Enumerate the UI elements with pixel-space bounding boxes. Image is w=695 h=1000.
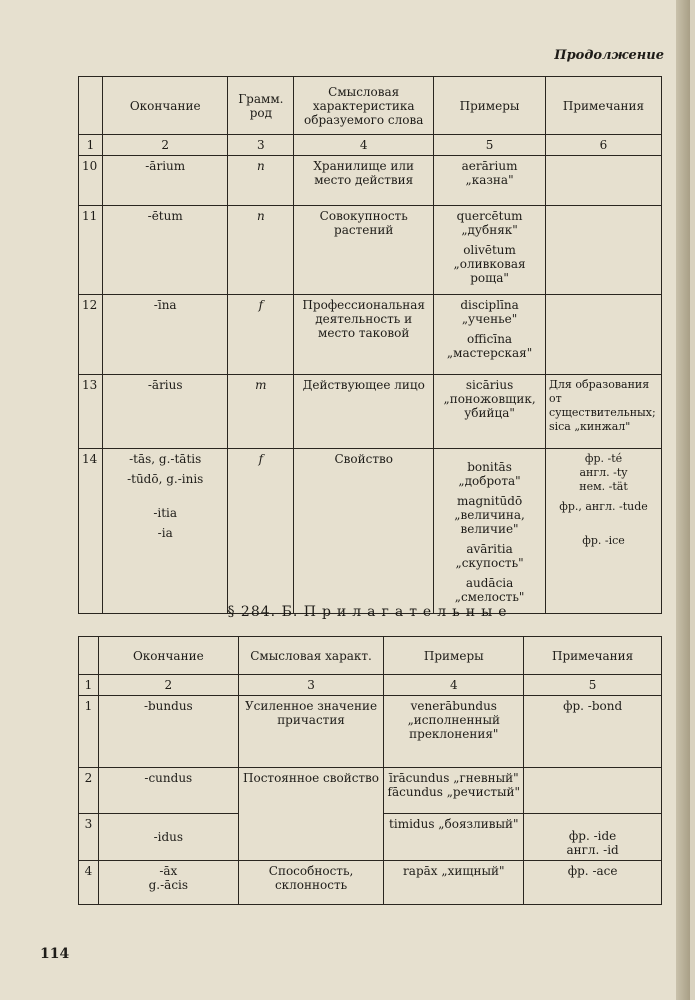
table-row xyxy=(79,696,662,768)
meaning-cell: Постоянное свойство xyxy=(238,768,384,861)
note-cell: Для образования от существительных; sica „кинжал" xyxy=(545,375,661,449)
note-cell: фр. -bond xyxy=(524,696,662,768)
gender-cell: f xyxy=(228,295,294,375)
example-cell: rapāx „хищный" xyxy=(384,861,524,905)
example-cell xyxy=(434,295,546,375)
column-number: 3 xyxy=(238,675,384,696)
note-text: фр., англ. -tude xyxy=(559,500,648,513)
column-number: 4 xyxy=(384,675,524,696)
meaning-cell: Действующее лицо xyxy=(294,375,434,449)
row-number: 10 xyxy=(79,156,103,206)
suffix-cell xyxy=(98,861,238,905)
note-text: нем. -tät xyxy=(579,480,628,493)
table-row xyxy=(79,295,662,375)
table-row xyxy=(79,861,662,905)
example-text: bonitās „доброта" xyxy=(458,460,521,488)
note-cell xyxy=(545,449,661,614)
section-title: Прилагательные xyxy=(303,604,513,620)
section-number: § 284. xyxy=(227,604,277,620)
example-cell xyxy=(384,768,524,814)
gender-cell: n xyxy=(228,206,294,295)
meaning-cell: Свойство xyxy=(294,449,434,614)
column-number: 3 xyxy=(228,135,294,156)
column-header: Окончание xyxy=(98,637,238,675)
row-number: 2 xyxy=(79,768,99,814)
suffix-text: g.-ācis xyxy=(148,878,189,892)
column-number: 1 xyxy=(79,675,99,696)
column-number: 5 xyxy=(524,675,662,696)
suffix-cell: -idus xyxy=(98,814,238,861)
continued-heading: Продолжение xyxy=(554,48,664,63)
column-number: 4 xyxy=(294,135,434,156)
example-text: īrācundus „гневный" xyxy=(388,771,519,785)
meaning-cell: Усиленное значение причастия xyxy=(238,696,384,768)
example-text: fācundus „речистый" xyxy=(387,785,521,799)
suffix-cell: -ētum xyxy=(102,206,227,295)
example-cell: aerārium „казна" xyxy=(434,156,546,206)
suffix-text: -tūdō, g.-inis xyxy=(127,472,204,486)
suffix-text: -tās, g.-tātis xyxy=(129,452,202,466)
column-header: Грамм. род xyxy=(228,77,294,135)
note-text: англ. -ty xyxy=(579,466,628,479)
example-cell: sicārius „поножовщик, убийца" xyxy=(434,375,546,449)
column-header: Окончание xyxy=(102,77,227,135)
table-row xyxy=(79,375,662,449)
meaning-cell: Профессиональная деятельность и место таковой xyxy=(294,295,434,375)
suffix-cell xyxy=(102,449,227,614)
table-row xyxy=(79,206,662,295)
column-header: Примечания xyxy=(524,637,662,675)
column-number: 2 xyxy=(98,675,238,696)
column-number: 2 xyxy=(102,135,227,156)
column-header: Примечания xyxy=(545,77,661,135)
meaning-cell: Способность, склонность xyxy=(238,861,384,905)
row-number: 3 xyxy=(79,814,99,861)
section-heading xyxy=(78,604,662,620)
column-number: 5 xyxy=(434,135,546,156)
suffix-cell: -ārium xyxy=(102,156,227,206)
row-number: 13 xyxy=(79,375,103,449)
note-text: фр. -ice xyxy=(582,534,625,547)
row-number: 1 xyxy=(79,696,99,768)
example-cell xyxy=(434,449,546,614)
example-cell: venerābundus „исполненный преклонения" xyxy=(384,696,524,768)
section-letter: Б. xyxy=(281,604,299,620)
suffix-cell: -ārius xyxy=(102,375,227,449)
suffix-text: -āx xyxy=(159,864,178,878)
suffix-text: -itia xyxy=(153,506,178,520)
suffix-cell: -cundus xyxy=(98,768,238,814)
example-text: disciplīna „ученье" xyxy=(460,298,519,326)
table-header-row xyxy=(79,637,662,675)
table-row xyxy=(79,768,662,814)
table-row xyxy=(79,156,662,206)
note-cell xyxy=(524,814,662,861)
table-header-row xyxy=(79,77,662,135)
example-text: officīna „мастерская" xyxy=(446,332,533,360)
gender-cell: m xyxy=(228,375,294,449)
example-cell xyxy=(434,206,546,295)
column-number-row xyxy=(79,135,662,156)
column-header: Смысловая характ. xyxy=(238,637,384,675)
example-text: olivētum „оливковая роща" xyxy=(453,243,526,285)
page-edge xyxy=(676,0,690,1000)
suffix-cell: -īna xyxy=(102,295,227,375)
suffix-text: -ia xyxy=(157,526,173,540)
row-number: 14 xyxy=(79,449,103,614)
note-text: фр. -té xyxy=(584,452,623,465)
row-number: 4 xyxy=(79,861,99,905)
note-text: фр. -ide xyxy=(568,829,617,843)
table-row xyxy=(79,449,662,614)
example-text: avāritia „скупость" xyxy=(455,542,524,570)
column-number: 6 xyxy=(545,135,661,156)
note-text: англ. -id xyxy=(566,843,619,857)
example-text: audācia „смелость" xyxy=(454,576,525,604)
column-number-row xyxy=(79,675,662,696)
suffix-table-nouns xyxy=(78,76,662,614)
gender-cell: n xyxy=(228,156,294,206)
page-number: 114 xyxy=(40,946,70,962)
suffix-table-adjectives xyxy=(78,636,662,905)
note-cell: фр. -ace xyxy=(524,861,662,905)
column-header: Примеры xyxy=(434,77,546,135)
row-number: 12 xyxy=(79,295,103,375)
column-number: 1 xyxy=(79,135,103,156)
example-cell: timidus „боязливый" xyxy=(384,814,524,861)
meaning-cell: Хранилище или место действия xyxy=(294,156,434,206)
column-header: Смысловая характеристика образуемого слова xyxy=(294,77,434,135)
meaning-cell: Совокупность растений xyxy=(294,206,434,295)
row-number: 11 xyxy=(79,206,103,295)
suffix-cell: -bundus xyxy=(98,696,238,768)
gender-cell: f xyxy=(228,449,294,614)
column-header: Примеры xyxy=(384,637,524,675)
example-text: magnitūdō „величина, величие" xyxy=(454,494,525,536)
example-text: quercētum „дубняк" xyxy=(456,209,523,237)
